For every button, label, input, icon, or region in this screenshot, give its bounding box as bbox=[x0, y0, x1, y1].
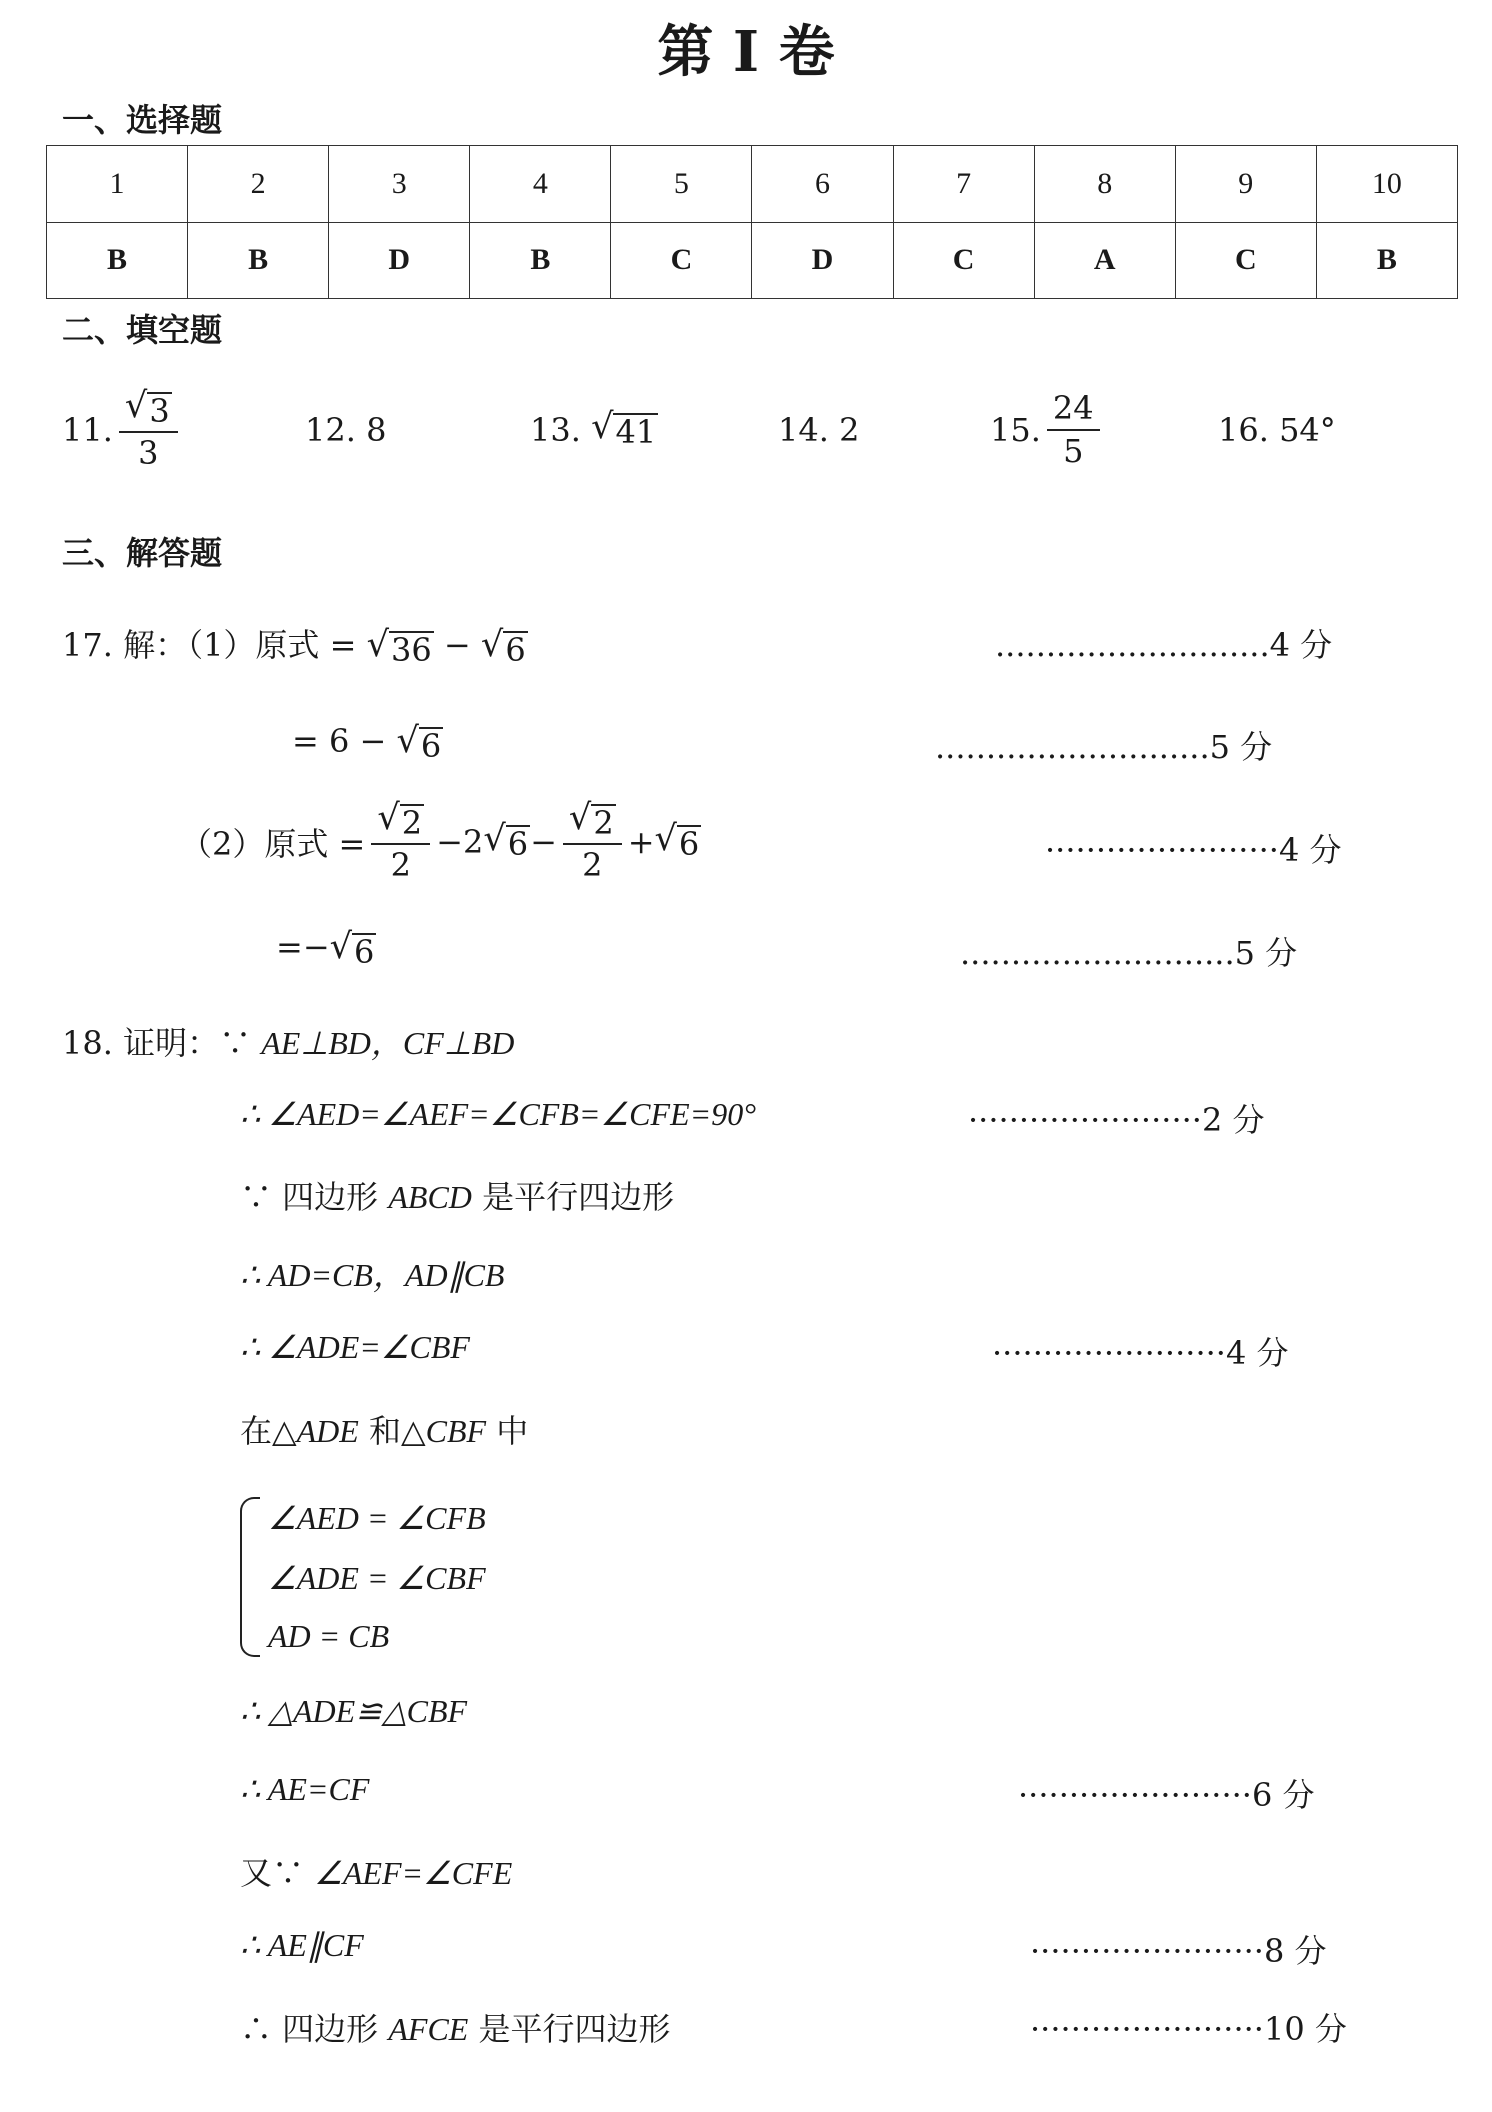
q18-line6: 在△ADE 和△CBF 中 bbox=[240, 1412, 529, 1450]
choice-answer-table bbox=[46, 145, 1458, 299]
system-line-1: ∠AED = ∠CFB bbox=[268, 1500, 486, 1536]
q18-line10: ∴ AE∥CF bbox=[240, 1927, 364, 1963]
q17-part2-score: ·······················4 分 bbox=[1045, 831, 1342, 869]
table-cell: B bbox=[47, 222, 188, 299]
table-cell: 3 bbox=[329, 146, 470, 223]
q18-line2: ∴ ∠AED=∠AEF=∠CFB=∠CFE=90° bbox=[240, 1096, 756, 1132]
q18-line5: ∴ ∠ADE=∠CBF bbox=[240, 1329, 470, 1365]
q17-step1-score: ...........................4 分 bbox=[995, 626, 1333, 664]
q17-part2-result: =− √ 6 bbox=[276, 926, 375, 971]
table-cell: D bbox=[329, 222, 470, 299]
table-cell: C bbox=[1175, 222, 1316, 299]
system-line-2: ∠ADE = ∠CBF bbox=[268, 1559, 486, 1596]
table-cell: C bbox=[611, 222, 752, 299]
table-row-numbers bbox=[47, 146, 1458, 223]
table-cell: A bbox=[1034, 222, 1175, 299]
table-cell: 9 bbox=[1175, 146, 1316, 223]
q18-line7: ∴ △ADE≌△CBF bbox=[240, 1693, 468, 1729]
q17-part2-result-score: ...........................5 分 bbox=[960, 934, 1298, 972]
q17-part2: （2）原式 = √ 2 2 −2 √ 6 − √ 2 2 + √ 6 bbox=[180, 797, 700, 885]
fill-answer-11: 11. √ 3 3 bbox=[62, 375, 184, 485]
q18-line3: ∵ 四边形 ABCD 是平行四边形 bbox=[240, 1178, 675, 1216]
q18-line9: 又∵ ∠AEF=∠CFE bbox=[240, 1854, 513, 1892]
fill-answer-16: 16. 54° bbox=[1218, 411, 1336, 449]
q18-line8: ∴ AE=CF bbox=[240, 1771, 370, 1807]
table-cell: B bbox=[188, 222, 329, 299]
fill-answer-15: 15. $\frac{24}{5}$ bbox=[990, 375, 1106, 485]
table-cell: 6 bbox=[752, 146, 893, 223]
q17-step2-score: ...........................5 分 bbox=[935, 728, 1273, 766]
q18-line11-score: ·······················10 分 bbox=[1030, 2010, 1347, 2048]
section-fill-heading: 二、填空题 bbox=[62, 311, 223, 349]
table-cell: B bbox=[1316, 222, 1457, 299]
q18-line11: ∴ 四边形 AFCE 是平行四边形 bbox=[240, 2010, 671, 2048]
fill-answer-14: 14. 2 bbox=[778, 411, 860, 449]
fill-answer-12: 12. 8 bbox=[305, 411, 387, 449]
q18-line8-score: ·······················6 分 bbox=[1018, 1776, 1315, 1814]
table-cell: 10 bbox=[1316, 146, 1457, 223]
section-choice-heading: 一、选择题 bbox=[62, 101, 223, 139]
q18-line10-score: ·······················8 分 bbox=[1030, 1932, 1327, 1970]
q18-line1: 18. 证明：∵ AE⊥BD，CF⊥BD bbox=[62, 1024, 515, 1062]
table-cell: 5 bbox=[611, 146, 752, 223]
table-cell: 8 bbox=[1034, 146, 1175, 223]
q18-equation-system bbox=[240, 1497, 486, 1657]
system-line-3: AD = CB bbox=[268, 1618, 390, 1654]
section-solve-heading: 三、解答题 bbox=[62, 534, 223, 572]
table-cell: B bbox=[470, 222, 611, 299]
q17-step1: 17. 解：（1）原式 = √ 36 − √ 6 bbox=[62, 624, 526, 669]
fill-answer-13: 13. √ 41 bbox=[530, 406, 657, 452]
table-cell: C bbox=[893, 222, 1034, 299]
q18-line2-score: ·······················2 分 bbox=[968, 1101, 1265, 1139]
page-title: 第 I 卷 bbox=[657, 19, 835, 85]
q17-step2: = 6 − √ 6 bbox=[292, 720, 442, 765]
q18-line5-score: ·······················4 分 bbox=[992, 1334, 1289, 1372]
table-cell: 2 bbox=[188, 146, 329, 223]
brace-icon bbox=[240, 1497, 260, 1657]
table-cell: 7 bbox=[893, 146, 1034, 223]
table-cell: D bbox=[752, 222, 893, 299]
table-cell: 1 bbox=[47, 146, 188, 223]
table-cell: 4 bbox=[470, 146, 611, 223]
q18-line4: ∴ AD=CB，AD∥CB bbox=[240, 1257, 505, 1293]
table-row-answers bbox=[47, 222, 1458, 299]
